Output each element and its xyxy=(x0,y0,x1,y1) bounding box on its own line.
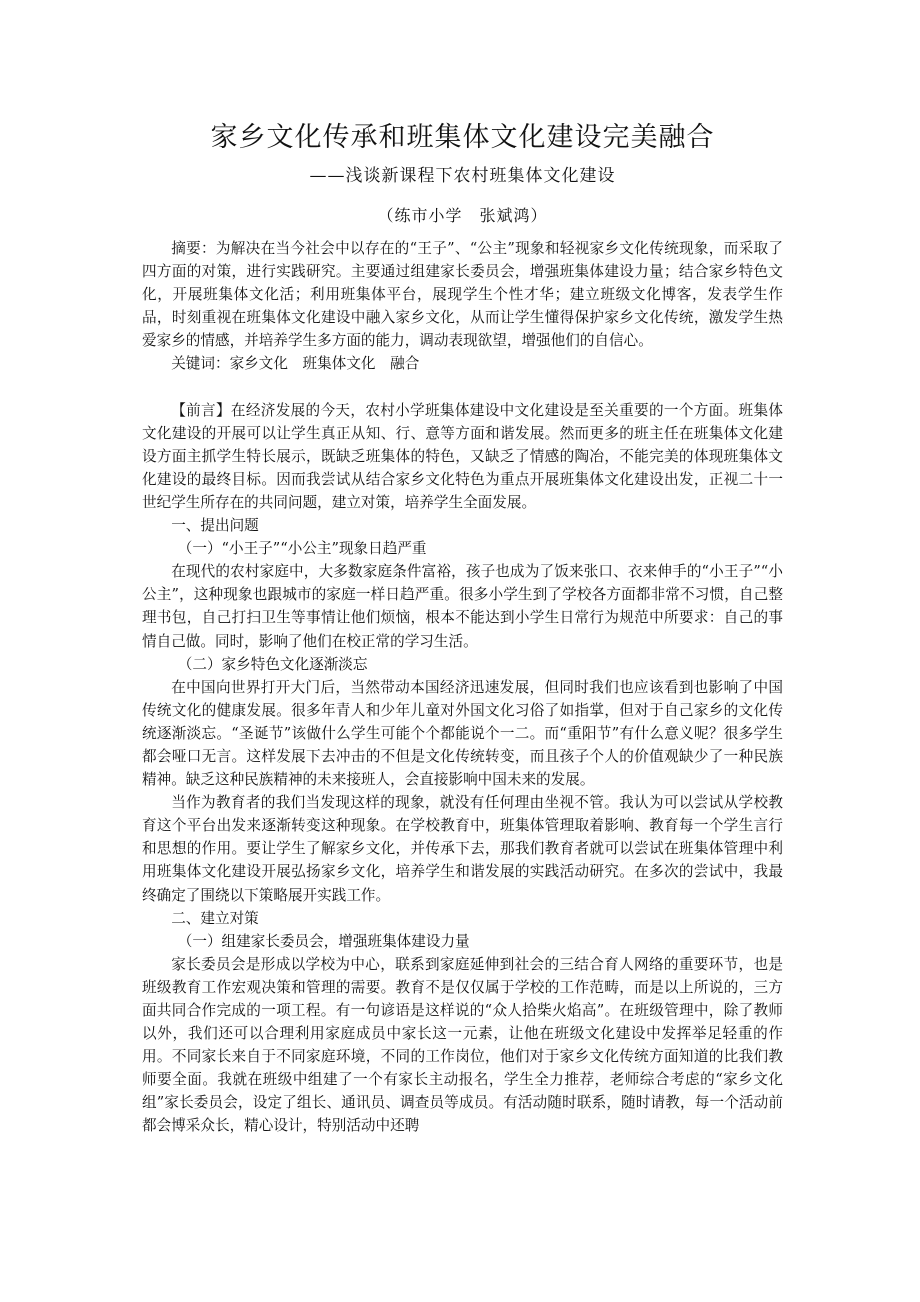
document-body xyxy=(142,237,783,1138)
page-title: 家乡文化传承和班集体文化建设完美融合 xyxy=(210,122,715,153)
subsection-heading-1-2: （二）家乡特色文化逐渐淡忘 xyxy=(177,655,368,673)
body-paragraph: 在现代的农村家庭中，大多数家庭条件富裕，孩子也成为了饭来张口、衣来伸手的“小王子”“小公主”，这种现象也跟城市的家庭一样日趋严重。很多小学生到了学校各方面都非常不习惯，自己整理书包，自己打扫卫生等事情让他们烦恼，根本不能达到小学生日常行为规范中所要求：自己的事情自己做。同时，影响了他们在校正常的学习生活。 xyxy=(142,563,783,650)
body-paragraph: 在中国向世界打开大门后，当然带动本国经济迅速发展，但同时我们也应该看到也影响了中国传统文化的健康发展。很多年青人和少年儿童对外国文化习俗了如指掌，但对于自己家乡的文化传统逐渐淡忘。“圣诞节”该做什么学生可能个个都能说个一二。而“重阳节”有什么意义呢？很多学生都会哑口无言。这样发展下去冲击的不但是文化传统转变，而且孩子个人的价值观缺少了一种民族精神。缺乏这种民族精神的未来接班人，会直接影响中国未来的发展。 xyxy=(142,678,783,789)
author-line: （练市小学 张斌鸿） xyxy=(377,206,548,225)
subsection-heading-2-1: （一）组建家长委员会，增强班集体建设力量 xyxy=(177,932,470,950)
body-paragraph: 家长委员会是形成以学校为中心，联系到家庭延伸到社会的三结合育人网络的重要环节，也是班级教育工作宏观决策和管理的需要。教育不是仅仅属于学校的工作范畴，而是以上所说的，三方面共同合作完成的一项工程。有一句谚语是这样说的“众人拾柴火焰高”。在班级管理中，除了教师以外，我们还可以合理利用家庭成员中家长这一元素，让他在班级文化建设中发挥举足轻重的作用。不同家长来自于不同家庭环境，不同的工作岗位，他们对于家乡文化传统方面知道的比我们教师要全面。我就在班级中组建了一个有家长主动报名，学生全力推荐，老师综合考虑的“家乡文化组”家长委员会，设定了组长、通讯员、调查员等成员。有活动随时联系，随时请教，每一个活动前都会博采众长，精心设计，特别活动中还聘 xyxy=(142,955,783,1135)
section-heading-1: 一、提出问题 xyxy=(171,517,259,535)
preface-paragraph: 【前言】在经济发展的今天，农村小学班集体建设中文化建设是至关重要的一个方面。班集体文化建设的开展可以让学生真正从知、行、意等方面和谐发展。然而更多的班主任在班集体文化建设方面主抓学生特长展示，既缺乏班集体的特色，又缺乏了情感的陶冶，不能完美的体现班集体文化建设的最终目标。因而我尝试从结合家乡文化特色为重点开展班集体文化建设出发，正视二十一世纪学生所存在的共同问题，建立对策，培养学生全面发展。 xyxy=(142,401,783,511)
keywords-line: 关键词：家乡文化 班集体文化 融合 xyxy=(171,355,420,373)
section-spacer xyxy=(142,376,783,399)
section-heading-2: 二、建立对策 xyxy=(171,909,259,927)
body-paragraph: 当作为教育者的我们当发现这样的现象，就没有任何理由坐视不管。我认为可以尝试从学校教育这个平台出发来逐渐转变这种现象。在学校教育中，班集体管理取着影响、教育每一个学生言行和思想的作用。要让学生了解家乡文化，并传承下去，那我们教育者就可以尝试在班集体管理中利用班集体文化建设开展弘扬家乡文化，培养学生和谐发展的实践活动研究。在多次的尝试中，我最终确定了围绕以下策略展开实践工作。 xyxy=(142,794,783,904)
page-subtitle: ——浅谈新课程下农村班集体文化建设 xyxy=(309,166,616,186)
subsection-heading-1-1: （一）“小王子”“小公主”现象日趋严重 xyxy=(177,540,427,558)
abstract-paragraph: 摘要：为解决在当今社会中以存在的“王子”、“公主”现象和轻视家乡文化传统现象，而采取了四方面的对策，进行实践研究。主要通过组建家长委员会，增强班集体建设力量；结合家乡特色文化，开展班集体文化活；利用班集体平台，展现学生个性才华；建立班级文化博客，发表学生作品，时刻重视在班集体文化建设中融入家乡文化，从而让学生懂得保护家乡文化传统，激发学生热爱家乡的情感，并培养学生多方面的能力，调动表现欲望，增强他们的自信心。 xyxy=(142,240,783,350)
document-content xyxy=(142,118,783,1138)
